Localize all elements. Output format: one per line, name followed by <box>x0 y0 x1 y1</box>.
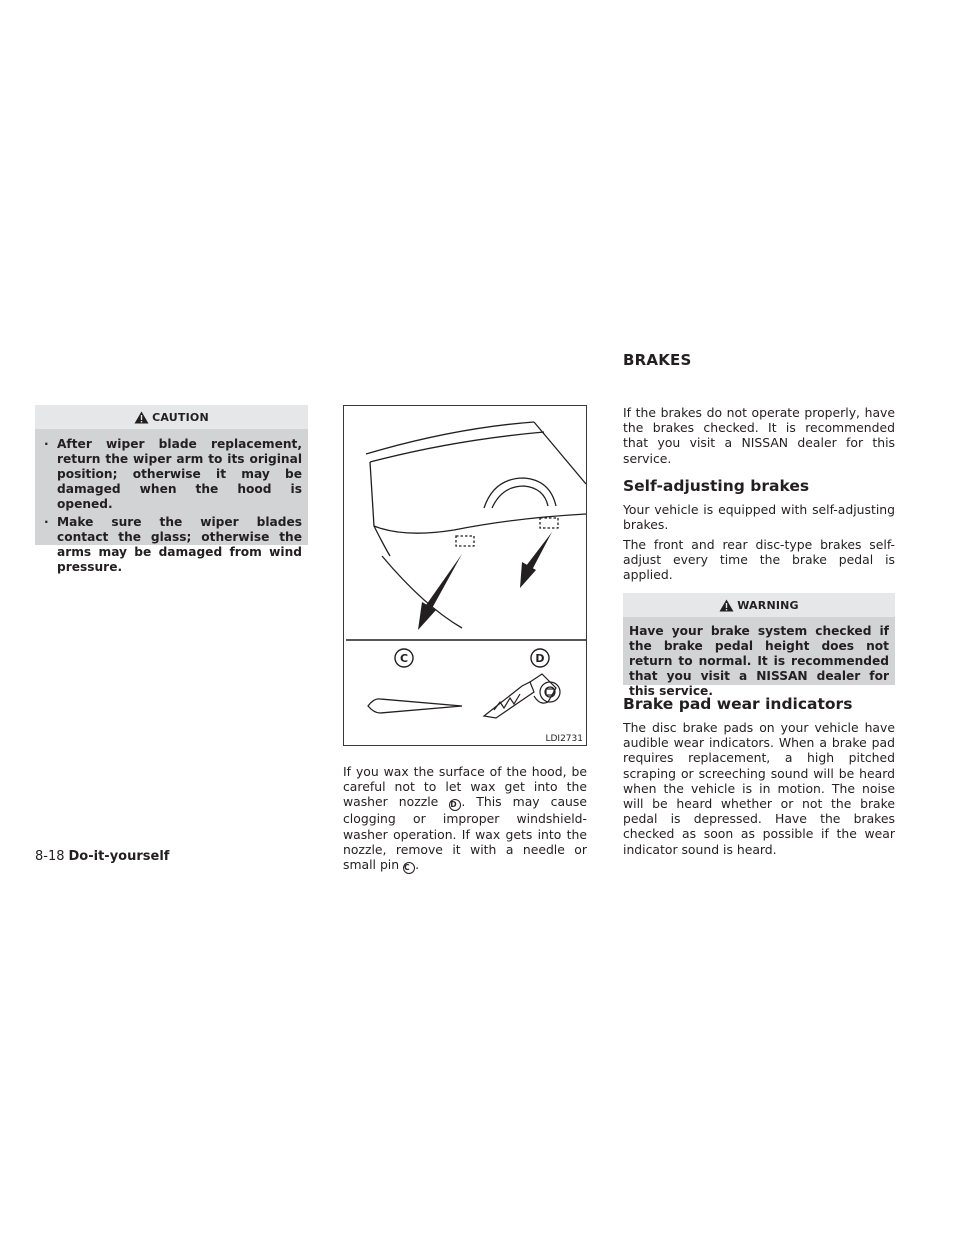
caution-list <box>39 437 302 575</box>
pin-ref-c: C <box>403 862 415 874</box>
caution-box <box>35 405 308 574</box>
caution-item: · After wiper blade replacement, return the wiper arm to its original position; otherwise it may be damaged when the hood is opened. <box>39 437 302 512</box>
caution-heading: CAUTION <box>152 410 209 424</box>
page-footer <box>35 849 169 864</box>
caution-header <box>35 405 308 429</box>
page-number: 8-18 <box>35 849 65 864</box>
wax-paragraph <box>343 764 587 874</box>
brakes-intro: If the brakes do not operate properly, have the brakes checked. It is recommended that you visit a NISSAN dealer for this service. <box>623 405 895 466</box>
section-name: Do-it-yourself <box>68 849 170 864</box>
wax-text-3: . <box>415 857 420 873</box>
wax-text-2: . This may cause clogging or improper windshield-washer operation. If wax gets into the nozzle, remove it with a needle or small pin <box>343 794 587 873</box>
self-adjusting-p2: The front and rear disc-type brakes self-adjust every time the brake pedal is applied. <box>623 537 895 583</box>
warning-header <box>623 593 895 617</box>
nozzle-ref-d: D <box>449 799 461 811</box>
hood-drawing <box>344 406 586 745</box>
label-d: D <box>535 652 545 665</box>
warning-triangle-icon <box>719 599 734 612</box>
warning-heading: WARNING <box>737 598 799 612</box>
label-c: C <box>399 652 409 665</box>
warning-text: Have your brake system checked if the brake pedal height does not return to normal. It is recommended that you visit a NISSAN dealer for this service. <box>629 624 889 698</box>
pad-wear-text: The disc brake pads on your vehicle have audible wear indicators. When a brake pad requires replacement, a high pitched scraping or screeching sound will be heard when the vehicle is in motion. The noise will be heard whether or not the brake pedal is depressed. Have the brakes checked as soon as possible if the wear indicator sound is heard. <box>623 720 895 857</box>
pad-wear-heading: Brake pad wear indicators <box>623 695 853 713</box>
wax-text-1: If you wax the surface of the hood, be careful not to let wax get into the washer nozzle <box>343 764 587 810</box>
warning-triangle-icon <box>134 411 149 424</box>
self-adjusting-heading: Self-adjusting brakes <box>623 477 810 495</box>
figure-code: LDI2731 <box>545 734 583 744</box>
hood-nozzle-illustration <box>343 405 587 746</box>
brakes-title: BRAKES <box>623 351 692 369</box>
warning-box <box>623 593 895 698</box>
caution-item: · Make sure the wiper blades contact the glass; otherwise the arms may be damaged from wind pressure. <box>39 515 302 575</box>
self-adjusting-p1: Your vehicle is equipped with self-adjusting brakes. <box>623 502 895 533</box>
